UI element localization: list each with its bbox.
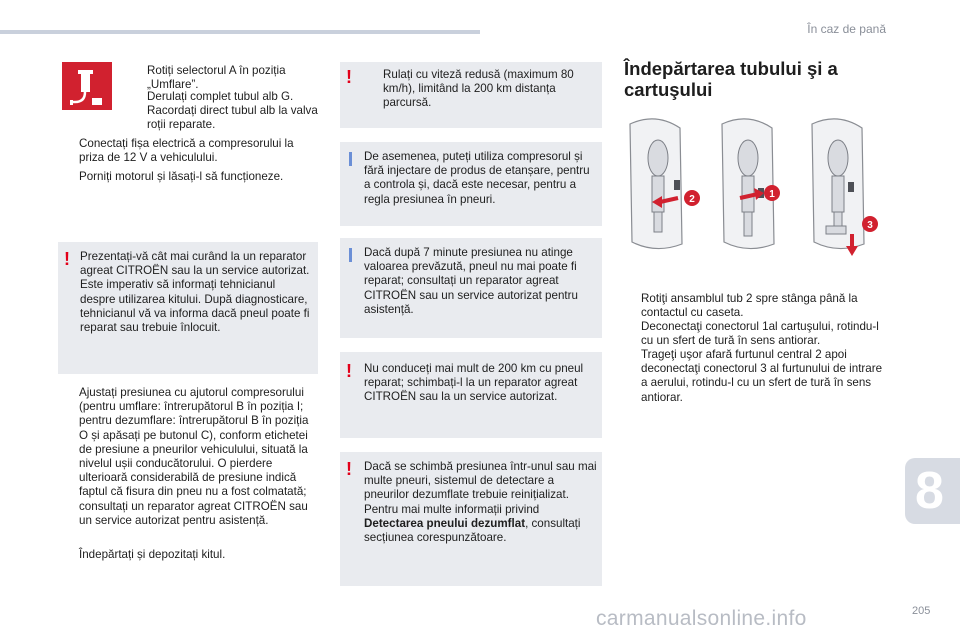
- speed-note: [366, 68, 598, 111]
- warning-text: Rulați cu viteză redusă (maximum 80 km/h), limitând la 200 km distanța parcursă.: [383, 68, 574, 110]
- step-text: Conectați fișa electrică a compresorului la priza de 12 V a vehiculului.: [79, 137, 294, 165]
- step-adjust-pressure: [62, 386, 320, 528]
- warning-icon: !: [64, 249, 70, 269]
- warning-box-speed: [340, 62, 602, 128]
- info-box-compressor: [340, 142, 602, 226]
- info-text: De asemenea, puteți utiliza compresorul și fără injectare de produs de etanșare, pentru a controla și, dacă este necesar, pentru a regla presiunea în pneuri.: [364, 150, 590, 206]
- step-rotate-tube: [624, 292, 890, 320]
- step-connect-valve: [130, 104, 320, 132]
- info-text: Dacă după 7 minute presiunea nu atinge valoarea prevăzută, pneul nu mai poate fi reparat; consultați un reparator agreat CITROËN sau un service autorizat pentru asistență.: [364, 246, 578, 316]
- text-part: , consultați secțiunea corespunzătoare.: [364, 516, 581, 545]
- step-text: Îndepărtați și depozitați kitul.: [79, 548, 226, 561]
- warning-icon: !: [346, 459, 352, 479]
- warning-text: Prezentați-vă cât mai curând la un reparator agreat CITROËN sau la un service autorizat. Este imperativ să informați tehnicianul despre utilizarea kitului. După diagnosticare, tehnicianul vă va informa dacă pneul poate fi reparat sau trebuie înlocuit.: [80, 250, 310, 335]
- step-disconnect-cartridge: [624, 320, 890, 348]
- watermark: carmanualsonline.info: [596, 607, 807, 630]
- text-bold-reference: Detectarea pneului dezumflat: [364, 516, 526, 530]
- step-start-engine: [62, 170, 320, 184]
- text-part: Dacă se schimbă presiunea într-unul sau mai multe pneuri, sistemul de detectare a pneurilor dezumflate trebuie reinițializat. Pentru mai multe informații privind: [364, 460, 597, 516]
- step-text: Trageţi uşor afară furtunul central 2 apoi deconectaţi conectorul 3 al furtunului de intrare a aerului, rotindu-l cu un sfert de tură în sens antiorar.: [641, 348, 883, 404]
- step-text: Racordați direct tubul alb la valva roții reparate.: [147, 104, 318, 132]
- callout-2: 2: [689, 194, 695, 205]
- step-selector: [130, 64, 320, 92]
- info-box-seven-minutes: [340, 238, 602, 338]
- step-store-kit: [62, 548, 320, 562]
- warning-box-service: [58, 242, 318, 374]
- warning-icon: !: [346, 67, 352, 87]
- warning-box-distance: [340, 352, 602, 438]
- section-title: În caz de pană: [807, 22, 886, 36]
- page-number: 205: [912, 605, 931, 617]
- step-pull-hose: [624, 348, 890, 405]
- warning-box-reinitialise: [340, 452, 602, 586]
- step-connect-plug: [62, 137, 320, 165]
- step-text: Rotiți selectorul A în poziția „Umflare”.: [147, 64, 286, 92]
- step-unroll-tube: [130, 90, 320, 104]
- step-text: Rotiţi ansamblul tub 2 spre stânga până la contactul cu caseta.: [641, 292, 858, 320]
- info-icon: [349, 152, 352, 166]
- header-bar: [0, 30, 480, 34]
- step-text: Porniți motorul și lăsați-l să funcționeze.: [79, 170, 284, 183]
- warning-text: [364, 460, 598, 545]
- tire-repair-kit-icon: [62, 62, 112, 110]
- chapter-number: 8: [915, 462, 944, 520]
- page-title: Îndepărtarea tubului şi a cartuşului: [624, 58, 838, 100]
- chapter-tab: [905, 458, 960, 524]
- callout-1: 1: [769, 189, 775, 200]
- callout-3: 3: [867, 220, 873, 231]
- step-text: Deconectaţi conectorul 1al cartuşului, rotindu-l cu un sfert de tură în sens antiorar.: [641, 320, 879, 348]
- step-text: Ajustați presiunea cu ajutorul compresorului (pentru umflare: întrerupătorul B în poziția I; pentru dezumflare: întrerupătorul B în poziția O și apăsați pe butonul C), conform etichetei de presiune a pneurilor vehiculului, situată la nivelul ușii conducătorului. O pierdere ulterioară considerabilă de presiune indică faptul că fisura din pneu nu a fost colmatată; consultați un reparator agreat CITROËN sau un service autorizat pentru asistență.: [79, 386, 309, 527]
- warning-icon: !: [346, 361, 352, 381]
- warning-text: Nu conduceți mai mult de 200 km cu pneul reparat; schimbați-l la un reparator agreat CITROËN sau la un service autorizat.: [364, 362, 584, 404]
- info-icon: [349, 248, 352, 262]
- step-text: Derulați complet tubul alb G.: [147, 90, 294, 103]
- cartridge-removal-illustration: [622, 118, 884, 264]
